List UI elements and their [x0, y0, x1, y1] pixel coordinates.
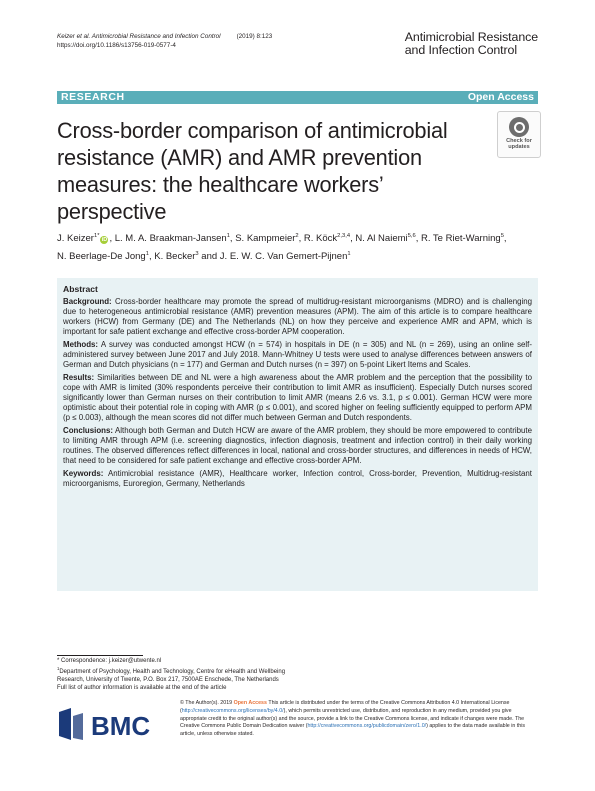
author-affil: 5,6	[407, 233, 416, 239]
license-part1: This article is distributed under the terms of the Creative Commons Attribution 4.0 International License (	[180, 700, 510, 714]
open-access-tag: Open Access	[233, 700, 267, 706]
author-affil: 3	[195, 250, 199, 257]
doi-link[interactable]: https://doi.org/10.1186/s13756-019-0577-4	[57, 42, 176, 49]
abstract-heading: Abstract	[63, 284, 98, 294]
author-affil: 1*	[93, 233, 100, 239]
author: and J. E. W. C. Van Gemert-Pijnen	[198, 250, 348, 262]
crossmark-icon	[509, 117, 529, 137]
journal-name-line1: Antimicrobial Resistance	[404, 30, 538, 44]
bmc-logo-text: BMC	[91, 711, 151, 741]
badge-line1: Check for	[506, 138, 532, 144]
author-info-note: Full list of author information is available at the end of the article	[57, 685, 227, 692]
running-header	[57, 32, 272, 50]
abstract-conclusions	[63, 426, 532, 466]
check-for-updates-button[interactable]	[497, 111, 541, 158]
abstract-methods	[63, 340, 532, 370]
conclusions-text: Although both German and Dutch HCW are aware of the AMR problem, they should be more empowered to contribute to limiting AMR through APM (i.e. screening diagnostics, infection diagnosis, treatment and infection control) in their daily working routines. The observed differences reflect differences in local, national and cross-border structures, and differences in needs of HCW, that need to be considered for safe patient exchange and effective cross-border APM.	[63, 425, 532, 465]
abstract-box	[57, 278, 538, 591]
cc0-link[interactable]: http://creativecommons.org/publicdomain/zero/1.0/	[307, 723, 427, 730]
footnote-divider	[57, 655, 143, 656]
author-affil: 1	[347, 250, 351, 257]
citation: Keizer et al. Antimicrobial Resistance and Infection Control	[57, 33, 221, 40]
methods-text: A survey was conducted amongst HCW (n = 574) in hospitals in DE (n = 305) and NL (n = 269), using an online self-administered survey between June 2017 and July 2018. Mann-Whitney U tests were used to analyse differences between answers of German and Dutch physicians (n = 177) and German and Dutch nurses (n = 397) on 5-point Likert Items and Scales.	[63, 339, 532, 370]
author: , L. M. A. Braakman-Jansen	[109, 233, 227, 244]
conclusions-label: Conclusions:	[63, 425, 113, 435]
methods-label: Methods:	[63, 339, 99, 349]
year-volume: (2019) 8:123	[236, 33, 273, 40]
affiliation-number: 1	[57, 666, 60, 672]
author: , K. Becker	[148, 250, 196, 262]
author-affil: 1	[226, 233, 230, 239]
abstract-results	[63, 373, 532, 423]
keywords-text: Antimicrobial resistance (AMR), Healthcare worker, Infection control, Cross-border, Prevention, Multidrug-resistant microorganisms, Euroregion, Germany, Netherlands	[63, 468, 532, 488]
author: , R. Köck	[298, 233, 338, 244]
author-affil: 2,3,4	[337, 233, 351, 239]
license-part3: ) applies to the data made available in this article, unless otherwise stated.	[180, 723, 526, 738]
author-affil: 2	[295, 233, 299, 239]
badge-line2: updates	[508, 144, 530, 151]
author-affil: 5	[500, 233, 504, 239]
abstract-background	[63, 297, 532, 337]
author: , R. Te Riet-Warning	[415, 233, 501, 244]
author: , S. Kampmeier	[229, 233, 296, 244]
author: N. Beerlage-De Jong	[57, 250, 146, 262]
journal-name	[405, 31, 538, 57]
section-bar	[57, 91, 538, 104]
copyright: © The Author(s). 2019	[180, 700, 234, 706]
footnotes	[57, 657, 297, 692]
article-title: Cross-border comparison of antimicrobial resistance (AMR) and AMR prevention measures: the healthcare workers’ perspective	[57, 118, 448, 224]
results-label: Results:	[63, 372, 95, 382]
background-label: Background:	[63, 297, 112, 307]
author: , N. Al Naiemi	[350, 233, 408, 244]
affiliation	[57, 665, 297, 684]
results-text: Similarities between DE and NL were a high awareness about the AMR problem and the perception that the possibility to cope with AMR is limited (30% respondents perceive their contribution to limit AMR as insufficient). Especially Dutch nurses scored significantly lower than German nurses on their contribution to limit AMR (means 2.6 vs. 3.1, p ≤ 0.001). German HCW were more optimistic about their potential role in coping with AMR (p ≤ 0.001), and scored higher on feeling sufficiently equipped to perform APM (p ≤ 0.003), although the mean scores did not differ much between German and Dutch respondents.	[63, 372, 532, 423]
author-list: J. Keizer$^{1*}$iD , L. M. A. Braakman-Jansen$^1$, S. Kampmeier$^2$, R. Köck$^{2,3,4}$, N. Al Naiemi$^{5,6}$, R. Te Riet-Warning$^5$, N. Beerlage-De Jong$^1$, K. Becker$^3$ and J. E. W. C. Van Gemert-Pijnen$^1$	[57, 233, 507, 262]
background-text: Cross-border healthcare may promote the spread of multidrug-resistant microorganisms (MDRO) and is challenging due to heterogeneous antimicrobial resistance (AMR) prevention measures (APM). The aim of this article is to compare healthcare workers (HCW) from Germany (DE) and The Netherlands (NL) on how they perceive and experience AMR and APM, which is important for safe patient exchange and effective cross-border APM cooperation.	[63, 297, 532, 337]
bmc-logo	[57, 706, 177, 742]
keywords-label: Keywords:	[63, 468, 104, 478]
license-part2: ), which permits unrestricted use, distribution, and reproduction in any medium, provided you give appropriate credit to the original author(s) and the source, provide a link to the Creative Commons license, and indicate if changes were made. The Creative Commons Public Domain Dedication waiver (	[180, 707, 525, 730]
author: J. Keizer	[57, 233, 94, 244]
cc-by-link[interactable]: http://creativecommons.org/licenses/by/4.0/	[181, 707, 284, 714]
correspondence[interactable]: * Correspondence: j.keizer@utwente.nl	[57, 658, 162, 664]
open-access-label: Open Access	[467, 91, 534, 103]
article-type: RESEARCH	[61, 91, 125, 103]
author-affil: 1	[145, 250, 149, 257]
affiliation-text: Department of Psychology, Health and Technology, Centre for eHealth and Wellbeing Research, University of Twente, P.O. Box 217, 7500AE Enschede, The Netherlands	[57, 669, 286, 684]
orcid-icon[interactable]: iD	[101, 237, 108, 243]
journal-name-line2: and Infection Control	[404, 43, 517, 57]
license-text	[180, 700, 538, 739]
abstract-keywords	[63, 469, 532, 489]
